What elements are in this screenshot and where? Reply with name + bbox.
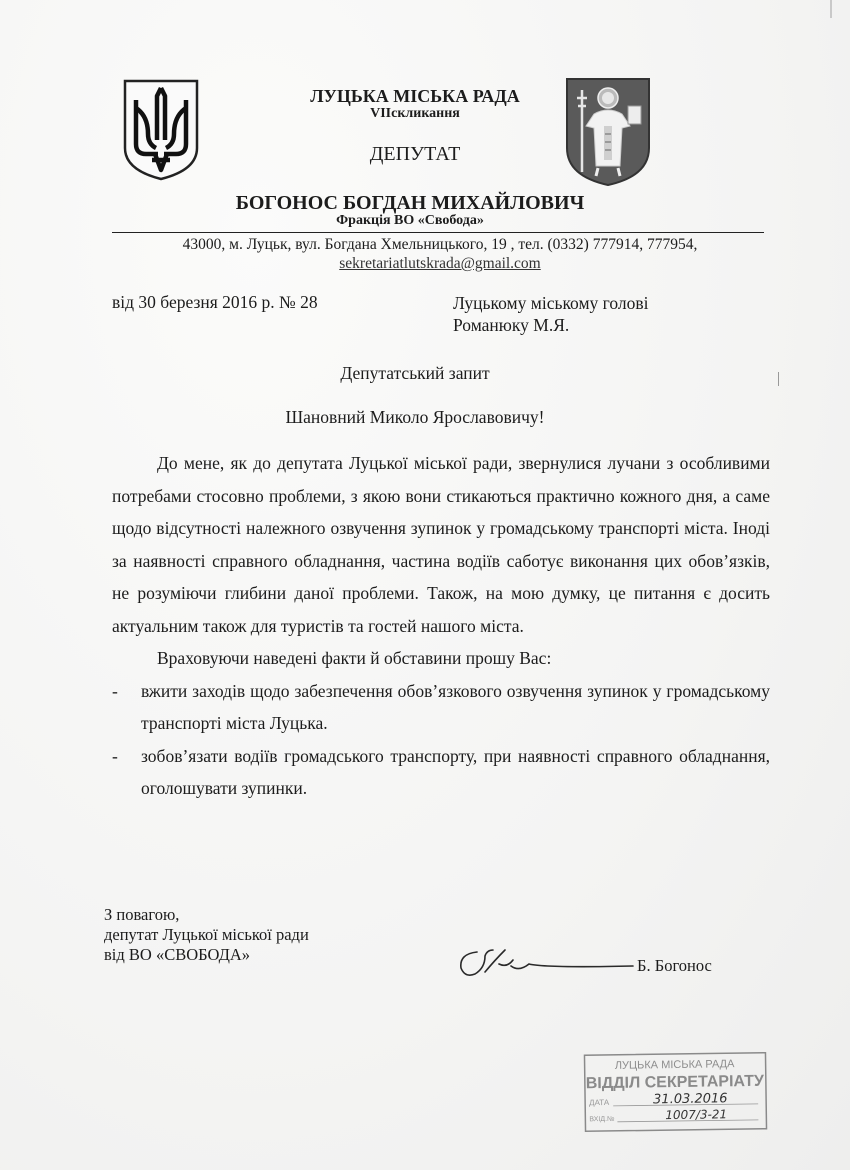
closing-line-3: від ВО «СВОБОДА» [104, 945, 250, 964]
request-list [112, 675, 770, 805]
list-dash: - [112, 680, 118, 701]
recipient-line-1: Луцькому міському голові [453, 293, 649, 313]
salutation: Шановний Миколо Ярославовичу! [285, 407, 545, 427]
stamp-date-label: ДАТА [589, 1097, 610, 1108]
stamp-number-label: ВХІД.№ [589, 1115, 615, 1124]
handwritten-signature [455, 942, 635, 984]
document-type: Депутатський запит [340, 363, 490, 383]
document-reference: від 30 березня 2016 р. № 28 [112, 292, 318, 312]
recipient-block [453, 292, 649, 336]
request-text: зобов’язати водіїв громадського транспорту, при наявності справного обладнання, оголошувати зупинки. [141, 745, 770, 798]
stamp-date-value: 31.03.2016 [653, 1091, 728, 1108]
list-dash: - [112, 745, 118, 766]
body-paragraph: Враховуючи наведені факти й обставини прошу Вас: [157, 648, 552, 668]
stamp-number-value: 1007/3-21 [665, 1107, 728, 1123]
scan-mark [830, 0, 832, 18]
letter-body [112, 447, 770, 805]
stamp-line-2: ВІДДІЛ СЕКРЕТАРІАТУ [585, 1072, 765, 1093]
request-item [112, 675, 770, 740]
deputy-label: ДЕПУТАТ [369, 143, 461, 165]
request-text: вжити заходів щодо забезпечення обов’язкового озвучення зупинок у громадському транспорті міста Луцька. [141, 680, 770, 733]
city-coat-of-arms-icon [564, 76, 652, 188]
registration-stamp [582, 1051, 768, 1134]
deputy-name: БОГОНОС БОГДАН МИХАЙЛОВИЧ [235, 192, 585, 214]
stamp-line-1: ЛУЦЬКА МІСЬКА РАДА [614, 1058, 735, 1072]
convocation-label: VIIскликання [370, 106, 460, 121]
closing-block [104, 905, 309, 965]
closing-line-1: З повагою, [104, 905, 180, 924]
signer-name: Б. Богонос [637, 956, 712, 975]
council-name: ЛУЦЬКА МІСЬКА РАДА [310, 86, 520, 106]
address-line: 43000, м. Луцьк, вул. Богдана Хмельницького, 19 , тел. (0332) 777914, 777954, [182, 236, 698, 253]
request-item [112, 740, 770, 805]
letterhead-divider [112, 232, 764, 233]
faction-label: Фракція ВО «Свобода» [336, 213, 484, 228]
closing-line-2: депутат Луцької міської ради [104, 925, 309, 944]
email-link[interactable]: sekretariatlutskrada@gmail.com [339, 255, 541, 272]
scan-mark [778, 372, 779, 386]
recipient-line-2: Романюку М.Я. [453, 315, 570, 335]
tryzub-emblem-icon [122, 78, 200, 182]
body-paragraph: До мене, як до депутата Луцької міської ради, звернулися лучани з особливими потребами стосовно проблеми, з якою вони стикаються практично кожного дня, а саме щодо відсутності належного озвучення зупинок у громадському транспорті міста. Іноді за наявності справного обладнання, частина водіїв саботує виконання цих обов’язків, не розуміючи глибини даної проблеми. Також, на мою думку, це питання є досить актуальним також для туристів та гостей нашого міста. [112, 453, 770, 636]
